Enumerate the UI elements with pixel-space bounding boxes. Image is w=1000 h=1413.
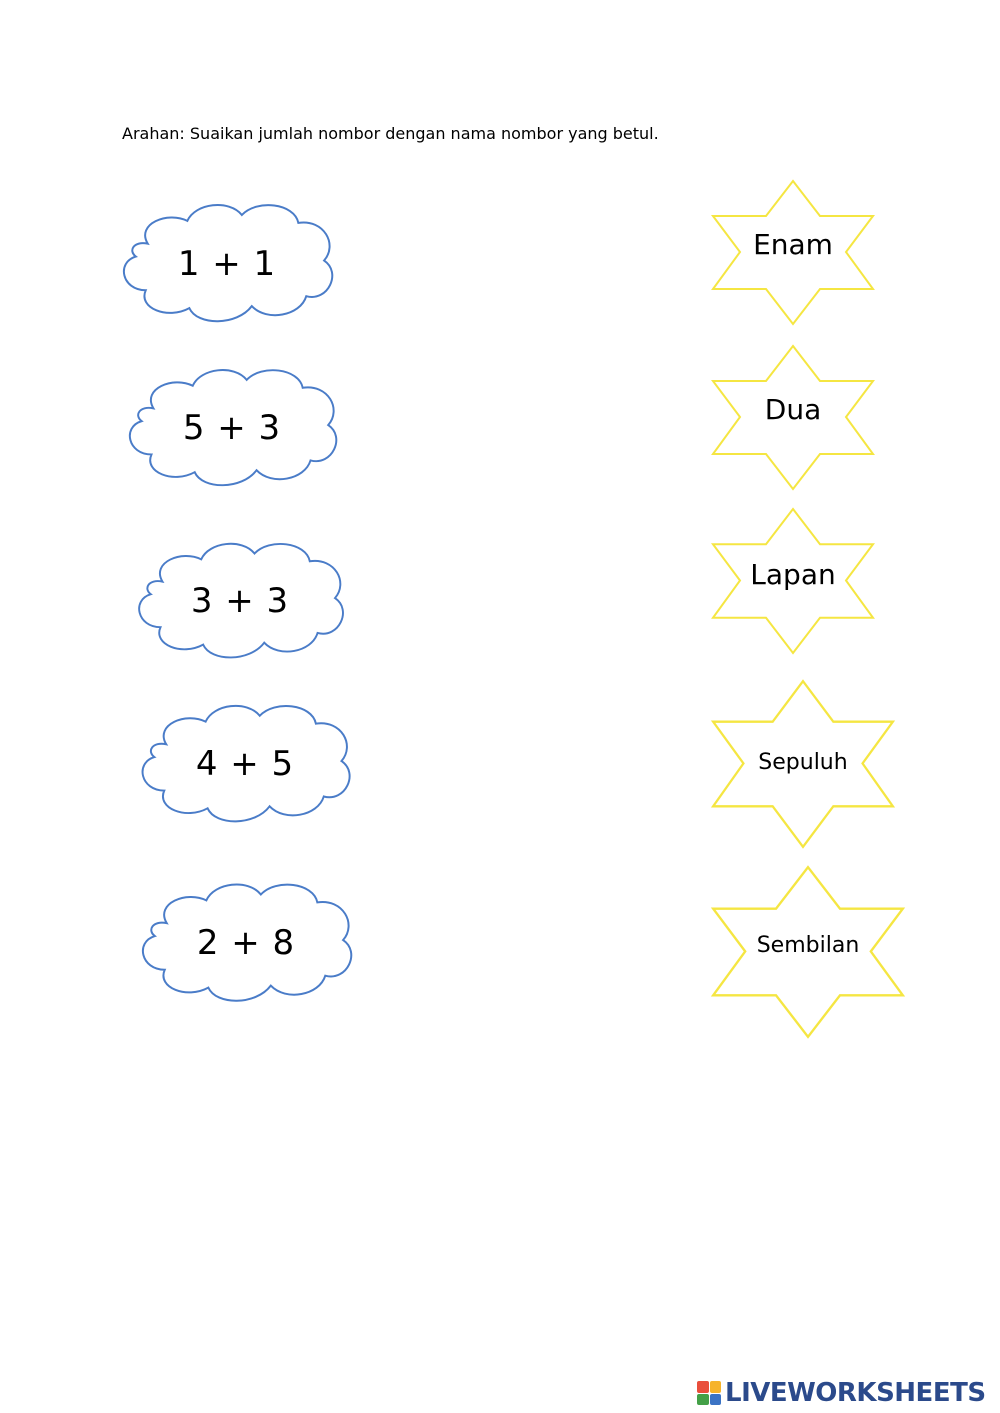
liveworksheets-logo[interactable]	[697, 1377, 986, 1409]
star-name-4[interactable]	[712, 680, 894, 848]
star-name-3[interactable]	[712, 508, 874, 654]
instruction-text: Arahan: Suaikan jumlah nombor dengan nama nombor yang betul.	[122, 124, 659, 143]
number-name-label: Dua	[764, 393, 822, 426]
sum-label: 1 + 1	[177, 243, 277, 284]
number-name-label: Sepuluh	[758, 750, 848, 775]
sum-label: 2 + 8	[196, 923, 296, 963]
sum-label: 4 + 5	[195, 744, 295, 784]
number-name-label: Lapan	[750, 558, 836, 591]
star-name-1[interactable]	[712, 180, 874, 325]
cloud-sum-4[interactable]	[136, 700, 354, 828]
number-name-label: Enam	[753, 228, 833, 261]
cloud-sum-1[interactable]	[118, 197, 336, 330]
sum-label: 3 + 3	[190, 581, 290, 621]
number-name-label: Sembilan	[756, 933, 860, 958]
star-name-5[interactable]	[712, 866, 904, 1038]
sum-label: 5 + 3	[182, 408, 282, 448]
cloud-sum-2[interactable]	[124, 363, 340, 493]
star-name-2[interactable]	[712, 345, 874, 490]
cloud-sum-5[interactable]	[137, 878, 355, 1008]
brand-name: LIVEWORKSHEETS	[725, 1378, 986, 1408]
brand-icon	[697, 1381, 721, 1405]
cloud-sum-3[interactable]	[131, 538, 349, 664]
